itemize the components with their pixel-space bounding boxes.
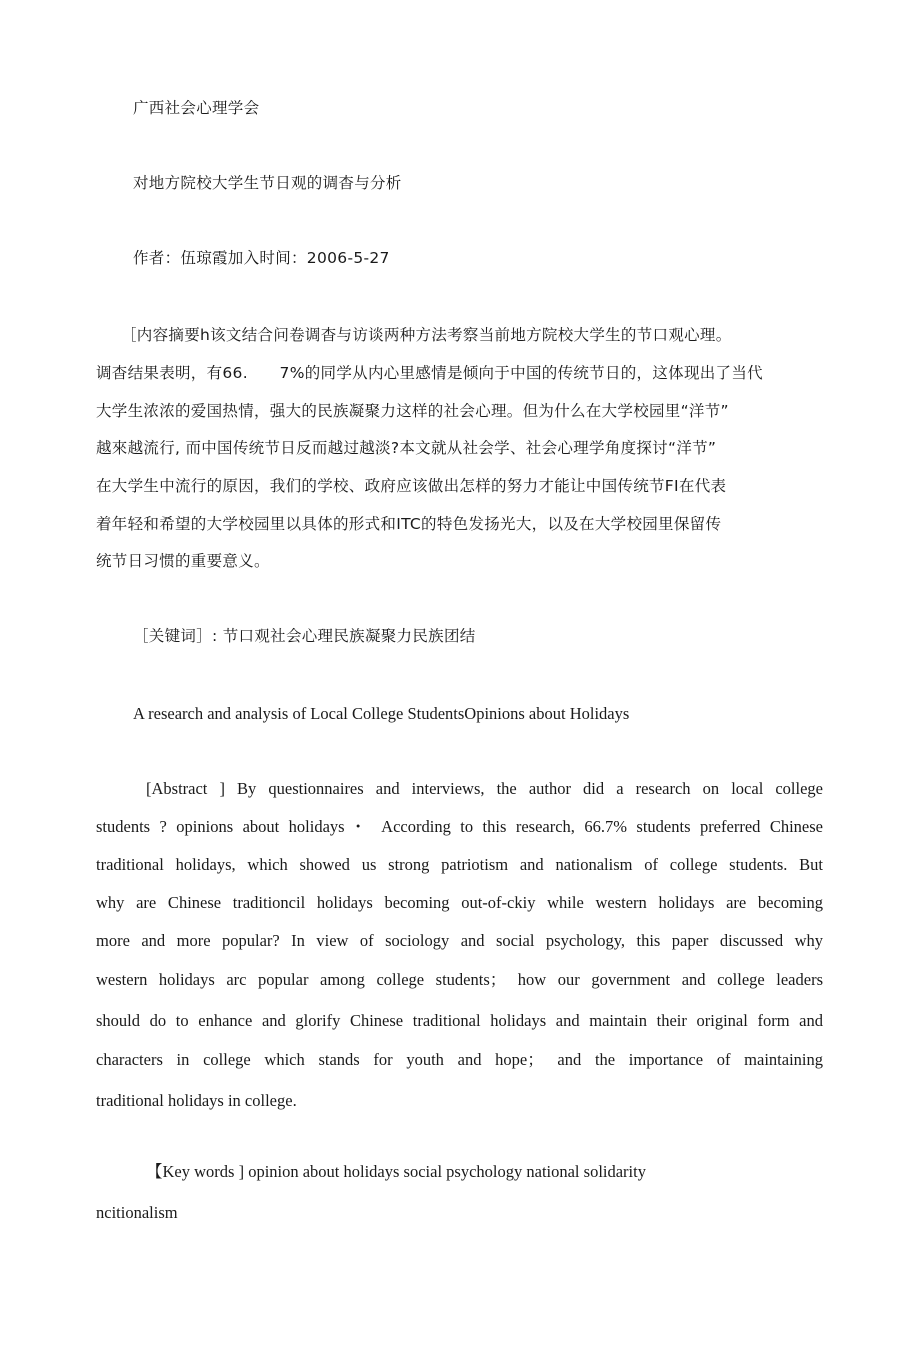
- english-title: A research and analysis of Local College StudentsOpinions about Holidays: [133, 704, 630, 723]
- chinese-abstract-line: 调杳结果表明，有66. 7%的同学从内心里感情是倾向于中国的传统节日的，这体现出了当代: [96, 364, 763, 382]
- english-keywords: 【Key words ] opinion about holidays social psychology national solidarity: [146, 1162, 646, 1181]
- english-abstract-line: characters in college which stands for youth and hope； and the importance of maintaining: [96, 1050, 823, 1069]
- chinese-keywords: ［关键词］: 节口观社会心理民族凝聚力民族团结: [133, 627, 476, 645]
- chinese-abstract-line: 在大学生中流行的原因，我们的学校、政府应该做出怎样的努力才能让中国传统节FI在代表: [96, 477, 727, 495]
- english-abstract-line: traditional holidays, which showed us strong patriotism and nationalism of college students. But: [96, 855, 823, 874]
- chinese-abstract-line: 着年轻和希望的大学校园里以具体的形式和ITC的特色发扬光大，以及在大学校园里保留传: [96, 515, 722, 533]
- chinese-abstract-line: 大学生浓浓的爱国热情，强大的民族凝聚力这样的社会心理。但为什么在大学校园里“洋节”: [96, 402, 729, 420]
- author-line: 作者：伍琼霞加入时间：2006-5-27: [133, 249, 390, 267]
- society-name: 广西社会心理学会: [133, 99, 260, 117]
- english-abstract-line: traditional holidays in college.: [96, 1091, 297, 1110]
- chinese-abstract-line: 统节日习惯的重要意义。: [96, 552, 270, 570]
- english-abstract-line: [Abstract ] By questionnaires and interviews, the author did a research on local college: [146, 779, 823, 798]
- english-abstract-line: students ? opinions about holidays・ According to this research, 66.7% students preferred Chinese: [96, 817, 823, 836]
- chinese-title: 对地方院校大学生节日观的调杳与分析: [133, 174, 402, 192]
- english-abstract-line: why are Chinese traditioncil holidays becoming out-of-ckiy while western holidays are becoming: [96, 893, 823, 912]
- english-keywords-continued: ncitionalism: [96, 1203, 178, 1222]
- english-abstract-line: more and more popular? In view of sociology and social psychology, this paper discussed why: [96, 931, 823, 950]
- english-abstract-line: western holidays arc popular among college students； how our government and college leaders: [96, 970, 823, 989]
- chinese-abstract-line: 越來越流行, 而中国传统节日反而越过越淡?本文就从社会学、社会心理学角度探讨“洋节”: [96, 439, 717, 457]
- chinese-abstract-line: ［内容摘要h该文结合问卷调杳与访谈两种方法考察当前地方院校大学生的节口观心理。: [121, 326, 732, 344]
- english-abstract-line: should do to enhance and glorify Chinese traditional holidays and maintain their original form and: [96, 1011, 823, 1030]
